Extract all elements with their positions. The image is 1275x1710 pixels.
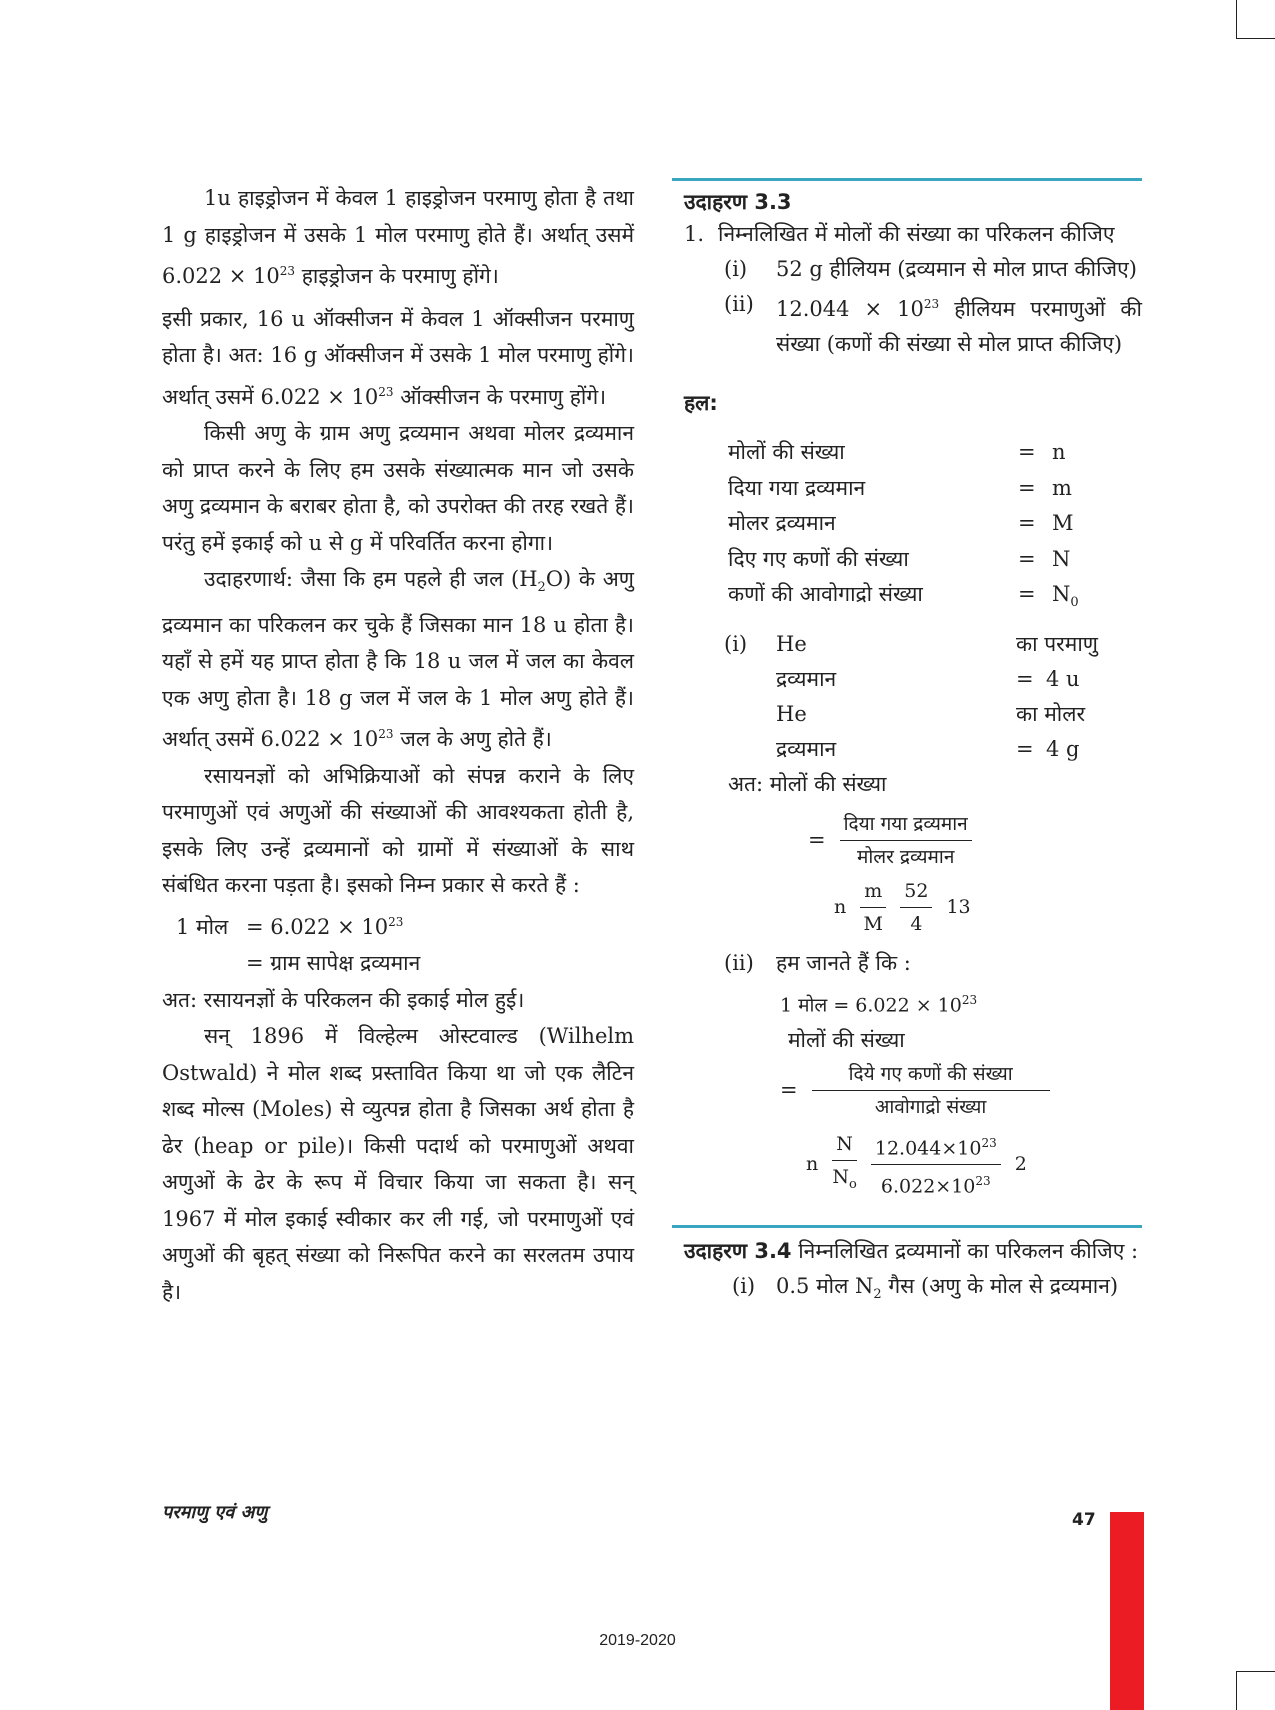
definition-row: कणों की आवोगाद्रो संख्या = $N_0$ (728, 582, 1079, 611)
formula-moles: = $\frac{\text{दिया गया द्रव्यमान}}{\text{मोलर द्रव्यमान}}$ (808, 808, 1142, 873)
edition-year: 2019-2020 (599, 1632, 676, 1649)
chapter-footer-title: परमाणु एवं अणु (162, 1502, 268, 1523)
paragraph-hydrogen: 1u हाइड्रोजन में केवल 1 हाइड्रोजन परमाणु होता है तथा 1 g हाइड्रोजन में उसके 1 मोल परमाणु होते हैं। अर्थात् उसमें $6.022 \times 10^{23}$ हाइड्रोजन के परमाणु होंगे। (162, 186, 634, 288)
moles-count-label: मोलों की संख्या (788, 1028, 905, 1053)
he-atomic-mass: (i) He का परमाणु (724, 631, 1098, 656)
solution-heading: हल: (684, 391, 718, 415)
question-1: 1. निम्नलिखित में मोलों की संख्या का परिकलन कीजिए (684, 222, 1115, 246)
crop-mark-top (1236, 0, 1275, 39)
definition-row: मोलों की संख्या = n (728, 440, 1066, 464)
mole-equation: 1 मोल = $6.022 \times 10^{23}$ (780, 992, 978, 1017)
example-3-4-heading: उदाहरण 3.4 निम्नलिखित द्रव्यमानों का परिकलन कीजिए : (684, 1238, 1139, 1263)
example-3-4-i: (i) 0.5 मोल $N_2$ गैस (अणु के मोल से द्रव्यमान) (732, 1273, 1119, 1302)
he-atomic-mass-value: द्रव्यमान = 4 u (776, 666, 1080, 691)
calculation-2: n $\frac{N}{N_o}$ $\frac{12.044\times 10^{23}}{6.022\times 10^{23}}$ 2 (806, 1127, 1142, 1203)
paragraph-oxygen: इसी प्रकार, 16 u ऑक्सीजन में केवल 1 ऑक्सीजन परमाणु होता है। अत: 16 g ऑक्सीजन में उसके 1 मोल परमाणु होंगे। अर्थात् उसमें $6.022 \times 10^{23}$ ऑक्सीजन के परमाणु होंगे। (162, 306, 634, 409)
paragraph-water-example: उदाहरणार्थ: जैसा कि हम पहले ही जल $(H_2O)$ के अणु द्रव्यमान का परिकलन कर चुके हैं जिसका मान 18 u होता है। यहाँ से हमें यह प्राप्त होता है कि 18 u जल में जल का केवल एक अणु होता है। 18 g जल में जल के 1 मोल अणु होते हैं। अर्थात् उसमें $6.022 \times 10^{23}$ जल के अणु होते हैं। (162, 567, 634, 752)
red-margin-bar (1110, 1512, 1144, 1710)
he-molar-mass: He का मोलर (776, 701, 1086, 726)
formula-particles: = $\frac{\text{दिये गए कणों की संख्या}}{\text{आवोगाद्रो संख्या}}$ (780, 1058, 1142, 1123)
definition-row: दिए गए कणों की संख्या = N (728, 546, 1071, 571)
definition-row: दिया गया द्रव्यमान = m (728, 475, 1072, 500)
paragraph-ostwald: सन् 1896 में विल्हेल्म ओस्टवाल्ड (Wilhelm Ostwald) ने मोल शब्द प्रस्तावित किया था जो एक लैटिन शब्द मोल्स (Moles) से व्युत्पन्न होता है जिसका अर्थ होता है ढेर (heap or pile)। किसी पदार्थ को परमाणुओं अथवा अणुओं के ढेर के रूप में विचार किया जा सकता है। सन् 1967 में मोल इकाई स्वीकार कर ली गई, जो परमाणुओं एवं अणुओं की बृहत् संख्या को निरूपित करने का सरलतम उपाय है। (162, 1024, 634, 1304)
paragraph-molar-mass: किसी अणु के ग्राम अणु द्रव्यमान अथवा मोलर द्रव्यमान को प्राप्त करने के लिए हम उसके संख्यात्मक मान जो उसके अणु द्रव्यमान के बराबर होता है, को उपरोक्त की तरह रखते हैं। परंतु हमें इकाई को u से g में परिवर्तित करना होगा। (162, 421, 634, 555)
paragraph-mole-unit: अत: रसायनज्ञों के परिकलन की इकाई मोल हुई। (162, 987, 525, 1012)
crop-mark-bottom (1236, 1671, 1275, 1710)
left-column (162, 180, 634, 1310)
part-ii-heading: (ii) हम जानते हैं कि : (724, 950, 911, 975)
therefore-moles: अत: मोलों की संख्या (728, 771, 887, 796)
question-1-i: (i) 52 g हीलियम (द्रव्यमान से मोल प्राप्त कीजिए) (724, 257, 1137, 281)
example-column (672, 178, 1142, 1312)
example-3-4-rule (672, 1225, 1142, 1228)
definition-row: मोलर द्रव्यमान = M (728, 511, 1074, 535)
example-3-3-title: उदाहरण 3.3 (684, 190, 792, 214)
page-number: 47 (1072, 1510, 1096, 1530)
calculation-1: n $\frac{m}{M}$ $\frac{52}{4}$ 13 (834, 875, 1142, 940)
example-3-3-rule (672, 178, 1142, 181)
paragraph-chemists: रसायनज्ञों को अभिक्रियाओं को संपन्न कराने के लिए परमाणुओं एवं अणुओं की संख्याओं की आवश्यकता होती है, इसके लिए उन्हें द्रव्यमानों को ग्रामों में संख्याओं के साथ संबंधित करना पड़ता है। इसको निम्न प्रकार से करते हैं : (162, 763, 634, 898)
question-1-ii: (ii) $12.044 \times 10^{23}$ हीलियम परमाणुओं की संख्या (कणों की संख्या से मोल प्राप्त कीजिए) (724, 292, 1142, 356)
he-molar-mass-value: द्रव्यमान = 4 g (776, 736, 1080, 761)
mole-definition: 1 मोल = $6.022 \times 10^{23}$ = ग्राम सापेक्ष द्रव्यमान (176, 914, 421, 976)
